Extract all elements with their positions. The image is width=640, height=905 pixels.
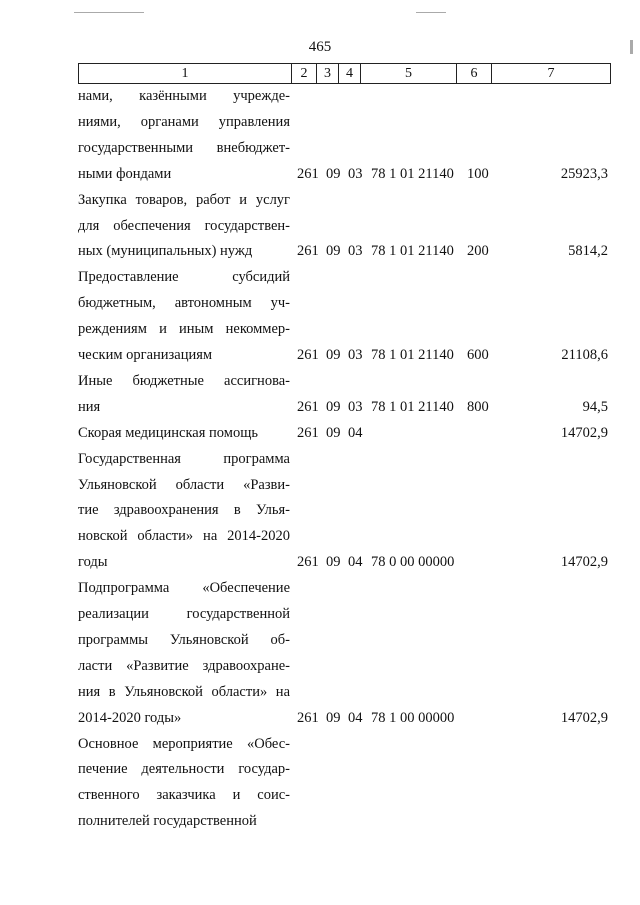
col-csr: 78 1 01 21140 <box>371 243 454 260</box>
row-description-line: бюджетным, автономным уч- <box>78 295 290 312</box>
row-description-line: ческим организациям <box>78 347 213 363</box>
row-description-line: новской области» на 2014-2020 <box>78 528 290 545</box>
row-description-line: полнителей государственной <box>78 813 257 830</box>
row-description-line: ния в Ульяновской области» на <box>78 683 290 700</box>
row-description-line: ния <box>78 398 101 415</box>
col-section: 09 <box>326 165 341 182</box>
header-col-1: 1 <box>79 64 292 83</box>
col-admin: 261 <box>297 347 319 363</box>
row-description-line: Иные бюджетные ассигнова- <box>78 372 290 389</box>
row-description-line: печение деятельности государ- <box>78 761 290 778</box>
col-csr: 78 1 01 21140 <box>371 347 454 363</box>
row-description-line: Государственная программа <box>78 450 290 467</box>
col-csr: 78 1 01 21140 <box>371 398 454 415</box>
col-csr: 78 0 00 00000 <box>371 554 455 571</box>
header-col-3: 3 <box>317 64 339 83</box>
scan-mark <box>416 12 446 13</box>
header-col-6: 6 <box>457 64 492 83</box>
row-description-line: 2014-2020 годы» <box>78 709 182 726</box>
page-number: 465 <box>308 39 332 55</box>
col-section: 09 <box>326 554 341 571</box>
col-vr: 100 <box>467 165 489 182</box>
col-csr: 78 1 00 00000 <box>371 709 455 726</box>
header-col-2: 2 <box>292 64 317 83</box>
col-subsection: 03 <box>348 243 363 260</box>
col-subsection: 03 <box>348 347 363 363</box>
scan-mark <box>630 40 633 54</box>
col-sum: 5814,2 <box>568 243 608 260</box>
row-description-line: реждениям и иным некоммер- <box>78 321 290 338</box>
row-description-line: реализации государственной <box>78 606 290 622</box>
row-description-line: ниями, органами управления <box>78 113 290 130</box>
row-description-line: Закупка товаров, работ и услуг <box>78 191 290 208</box>
col-sum: 94,5 <box>582 398 608 415</box>
row-description-line: ными фондами <box>78 165 172 182</box>
col-csr: 78 1 01 21140 <box>371 165 454 182</box>
col-admin: 261 <box>297 398 319 415</box>
row-description-line: для обеспечения государствен- <box>78 217 290 234</box>
col-vr: 600 <box>467 347 489 363</box>
header-col-4: 4 <box>339 64 361 83</box>
row-description-line: государственными внебюджет- <box>78 139 290 156</box>
row-description-line: Основное мероприятие «Обес- <box>78 735 290 752</box>
row-description-line: Предоставление субсидий <box>78 269 290 286</box>
row-description-line: тие здравоохранения в Улья- <box>78 502 290 519</box>
scan-mark <box>74 12 144 13</box>
row-description-line: Ульяновской области «Разви- <box>78 476 290 493</box>
col-sum: 25923,3 <box>560 165 608 182</box>
row-description-line: Подпрограмма «Обеспечение <box>78 580 290 597</box>
col-admin: 261 <box>297 243 319 260</box>
col-sum: 14702,9 <box>560 424 608 441</box>
row-description-line: годы <box>78 554 108 571</box>
col-admin: 261 <box>297 424 319 441</box>
row-description-line: нами, казёнными учрежде- <box>78 88 290 104</box>
col-section: 09 <box>326 398 341 415</box>
col-admin: 261 <box>297 165 319 182</box>
col-sum: 14702,9 <box>560 709 608 726</box>
col-subsection: 03 <box>348 165 363 182</box>
col-section: 09 <box>326 709 341 726</box>
row-description-line: ласти «Развитие здравоохране- <box>78 657 290 674</box>
row-description-line: программы Ульяновской об- <box>78 631 290 648</box>
col-section: 09 <box>326 243 341 260</box>
row-description-line: Скорая медицинская помощь <box>78 424 258 441</box>
col-section: 09 <box>326 347 341 363</box>
col-vr: 200 <box>467 243 489 260</box>
col-subsection: 03 <box>348 398 363 415</box>
row-description-line: ных (муниципальных) нужд <box>78 243 253 260</box>
col-sum: 14702,9 <box>560 554 608 571</box>
row-description-line: ственного заказчика и соис- <box>78 787 290 804</box>
col-subsection: 04 <box>348 709 363 726</box>
header-col-7: 7 <box>547 66 555 81</box>
col-admin: 261 <box>297 554 319 571</box>
col-subsection: 04 <box>348 424 363 441</box>
col-sum: 21108,6 <box>561 347 608 363</box>
col-section: 09 <box>326 424 341 441</box>
col-vr: 800 <box>467 398 489 415</box>
col-subsection: 04 <box>348 554 363 571</box>
col-admin: 261 <box>297 709 319 726</box>
header-col-5: 5 <box>361 64 457 83</box>
